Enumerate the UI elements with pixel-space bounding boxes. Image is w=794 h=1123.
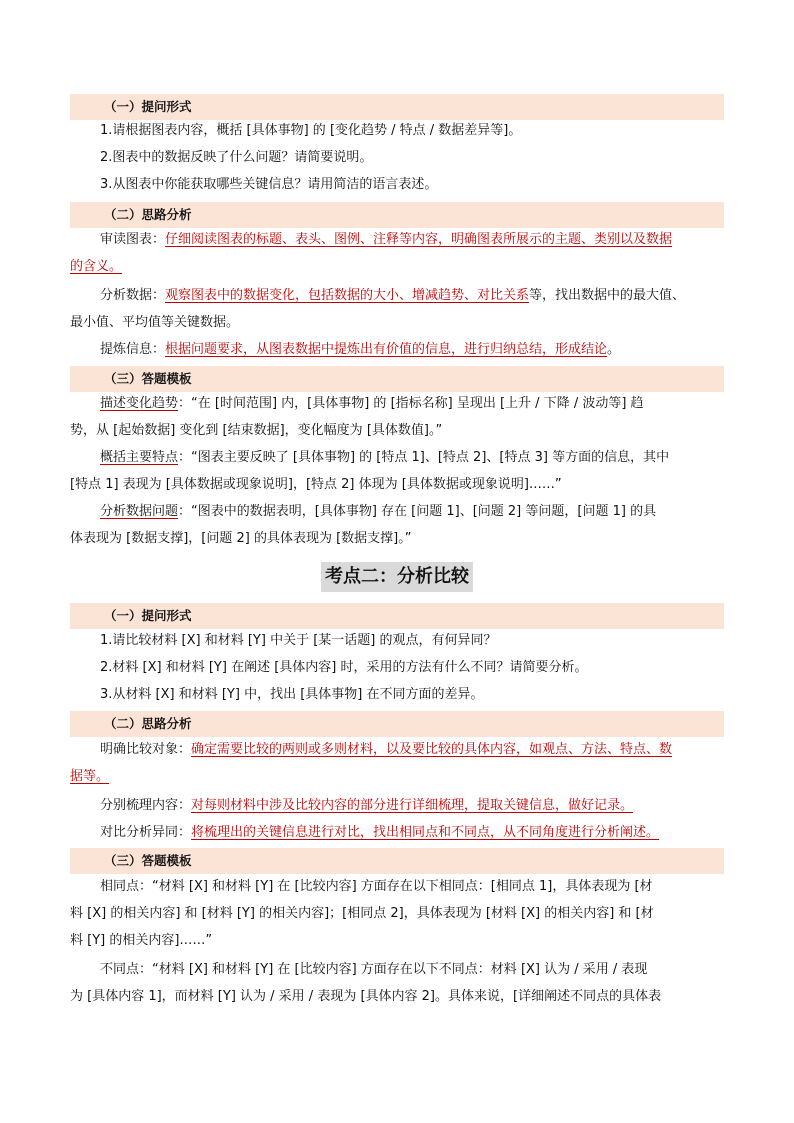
compare-question-2: 2.材料 [X] 和材料 [Y] 在阐述 [具体内容] 时，采用的方法有什么不同？请简要分析。 — [100, 660, 588, 675]
analysis-label: 审读图表： — [100, 232, 166, 247]
analysis-underlined-text: 根据问题要求，从图表数据中提炼出有价值的信息，进行归纳总结，形成结论 — [165, 342, 608, 357]
analysis-paragraph-2-cont: 最小值、平均值等关键数据。 — [70, 315, 240, 330]
template-problems: 分析数据问题：“图表中的数据表明，[具体事物] 存在 [问题 1]、[问题 2] 等问题，[问题 1] 的具 — [100, 504, 657, 519]
template-label: 分析数据问题 — [100, 504, 179, 519]
template-same-3: 料 [Y] 的相关内容]……” — [70, 933, 213, 948]
heading-container — [0, 562, 794, 592]
analysis-underlined-text: 观察图表中的数据变化，包括数据的大小、增减趋势、对比关系 — [165, 288, 530, 303]
template-features: 概括主要特点：“图表主要反映了 [具体事物] 的 [特点 1]、[特点 2]、[特点 3] 等方面的信息，其中 — [100, 450, 670, 465]
analysis-underlined-text: 确定需要比较的两则或多则材料，以及要比较的具体内容，如观点、方法、特点、数 — [191, 742, 673, 757]
template-label: 描述变化趋势 — [100, 396, 179, 411]
analysis-paragraph-1-cont — [70, 254, 724, 280]
template-label: 概括主要特点 — [100, 450, 179, 465]
analysis-paragraph-1 — [70, 227, 724, 253]
analysis-label: 提炼信息： — [100, 342, 166, 357]
compare-analysis-1 — [70, 737, 724, 763]
template-features-cont: [特点 1] 表现为 [具体数据或现象说明]，[特点 2] 体现为 [具体数据或现象说明]……” — [70, 477, 562, 492]
analysis-paragraph-3: 提炼信息：根据问题要求，从图表数据中提炼出有价值的信息，进行归纳总结，形成结论。 — [100, 342, 621, 357]
compare-question-3: 3.从材料 [X] 和材料 [Y] 中，找出 [具体事物] 在不同方面的差异。 — [100, 687, 484, 702]
analysis-underlined-text: 仔细阅读图表的标题、表头、图例、注释等内容，明确图表所展示的主题、类别以及数据 — [165, 232, 673, 247]
template-trend-cont: 势，从 [起始数据] 变化到 [结束数据]，变化幅度为 [具体数值]。” — [70, 423, 443, 438]
analysis-label: 对比分析异同： — [100, 825, 192, 840]
template-problems-cont: 体表现为 [数据支撑]，[问题 2] 的具体表现为 [数据支撑]。” — [70, 531, 412, 546]
analysis-underlined-text: 的含义。 — [70, 259, 123, 274]
analysis-label: 分析数据： — [100, 288, 166, 303]
question-item-1: 1.请根据图表内容，概括 [具体事物] 的 [变化趋势 / 特点 / 数据差异等]。 — [100, 123, 522, 138]
compare-analysis-3 — [70, 820, 724, 846]
section-band-template-2: （三）答题模板 — [70, 848, 724, 874]
section-heading: 考点二：分析比较 — [321, 562, 473, 592]
section-band-analysis-2: （二）思路分析 — [70, 711, 724, 737]
section-band-question-form-2: （一）提问形式 — [70, 603, 724, 629]
template-same-1: 相同点：“材料 [X] 和材料 [Y] 在 [比较内容] 方面存在以下相同点：[相同点 1]，具体表现为 [材 — [100, 879, 653, 894]
question-item-2: 2.图表中的数据反映了什么问题？请简要说明。 — [100, 150, 373, 165]
section-band-analysis: （二）思路分析 — [70, 202, 724, 228]
compare-analysis-1-cont — [70, 764, 724, 790]
template-same-2: 料 [X] 的相关内容] 和 [材料 [Y] 的相关内容]；[相同点 2]，具体表现为 [材料 [X] 的相关内容] 和 [材 — [70, 906, 654, 921]
question-item-3: 3.从图表中你能获取哪些关键信息？请用简洁的语言表述。 — [100, 177, 438, 192]
analysis-label: 分别梳理内容： — [100, 798, 192, 813]
template-trend: 描述变化趋势：“在 [时间范围] 内，[具体事物] 的 [指标名称] 呈现出 [上升 / 下降 / 波动等] 趋 — [100, 396, 644, 411]
template-diff-2: 为 [具体内容 1]，而材料 [Y] 认为 / 采用 / 表现为 [具体内容 2]。具体来说，[详细阐述不同点的具体表 — [70, 989, 662, 1004]
analysis-underlined-text: 对每则材料中涉及比较内容的部分进行详细梳理，提取关键信息，做好记录。 — [191, 798, 634, 813]
analysis-text: 等，找出数据中的最大值、 — [529, 288, 686, 303]
section-band-template: （三）答题模板 — [70, 366, 724, 392]
compare-analysis-2 — [70, 793, 724, 819]
analysis-paragraph-2 — [70, 283, 724, 309]
template-diff-1: 不同点：“材料 [X] 和材料 [Y] 在 [比较内容] 方面存在以下不同点：材料 [X] 认为 / 采用 / 表现 — [100, 962, 648, 977]
analysis-underlined-text: 将梳理出的关键信息进行对比，找出相同点和不同点，从不同角度进行分析阐述。 — [191, 825, 660, 840]
compare-question-1: 1.请比较材料 [X] 和材料 [Y] 中关于 [某一话题] 的观点，有何异同？ — [100, 633, 497, 648]
analysis-label: 明确比较对象： — [100, 742, 192, 757]
section-band-question-form: （一）提问形式 — [70, 94, 724, 120]
analysis-underlined-text: 据等。 — [70, 769, 110, 784]
